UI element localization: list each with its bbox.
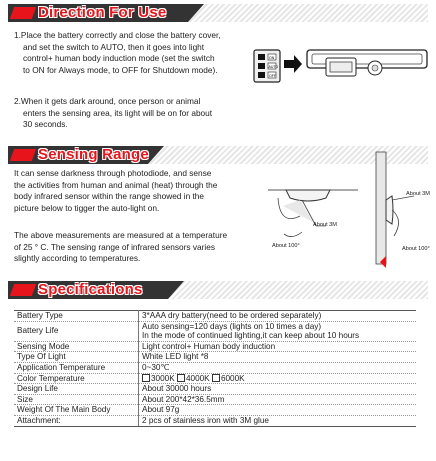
sensing-line: It can sense darkness through photodiode, and sense <box>14 168 212 178</box>
sensing-diagram-wall <box>358 150 434 270</box>
spec-value <box>139 373 417 384</box>
left-distance-label: About 3M <box>313 222 337 228</box>
left-angle-label: About 100° <box>272 243 300 249</box>
specs-title: Specifications <box>38 281 143 298</box>
checkbox-icon <box>212 374 220 382</box>
table-row <box>14 373 416 384</box>
sensing-line: picture below to tigger the auto-light on. <box>14 202 160 213</box>
spec-value: About 30000 hours <box>139 384 417 395</box>
spec-value: 0~30℃ <box>139 362 417 373</box>
arrow-right-icon <box>284 55 302 73</box>
spec-value: White LED light *8 <box>139 352 417 363</box>
spec-value: 2 pcs of stainless iron with 3M glue <box>139 415 417 426</box>
sensing-diagram-ceiling <box>268 186 358 266</box>
step1-line: and set the switch to AUTO, then it goes into light <box>23 41 205 52</box>
banner-marker-icon <box>10 284 36 296</box>
spec-key: Battery Life <box>14 321 139 341</box>
spec-key: Attachment: <box>14 415 139 426</box>
spec-key: Sensing Mode <box>14 341 139 352</box>
table-row <box>14 362 416 373</box>
checkbox-icon <box>177 374 185 382</box>
sensing-line: the activities from human and animal (heat) through the <box>14 179 218 190</box>
step2-line: 30 seconds. <box>23 119 68 129</box>
spec-value: About 200*42*36.5mm <box>139 394 417 405</box>
color-temp-option: 3000K <box>151 373 175 383</box>
spec-key: Battery Type <box>14 311 139 322</box>
sensing-paragraph-1 <box>14 168 274 214</box>
color-temp-option: 6000K <box>220 373 245 383</box>
table-row <box>14 384 416 395</box>
switch-label-on: ON <box>269 56 275 60</box>
checkbox-icon <box>142 374 150 382</box>
ceiling-light-icon <box>286 190 330 201</box>
switch-label-auto: AUTO <box>268 65 279 69</box>
spec-value: 3*AAA dry battery(need to be ordered separately) <box>139 311 417 322</box>
specifications-table <box>14 310 416 427</box>
spec-value: About 97g <box>139 405 417 416</box>
sensing-line: slightly according to temperatures. <box>14 253 141 263</box>
spec-key: Type Of Light <box>14 352 139 363</box>
step1-line: to ON for Always mode, to OFF for Shutdown mode). <box>23 64 218 75</box>
color-temp-option: 4000K <box>185 373 210 383</box>
step1-line: 1.Place the battery correctly and close the battery cover, <box>14 30 221 40</box>
specs-banner <box>8 281 428 299</box>
direction-banner <box>8 4 428 22</box>
table-row <box>14 321 416 341</box>
direction-step-2 <box>14 96 274 131</box>
sensing-line: of 25 ° C. The sensing range of infrared sensors varies <box>14 241 216 252</box>
switch-label-off: OFF <box>269 74 276 78</box>
spec-key: Size <box>14 394 139 405</box>
right-angle-label: About 100° <box>402 246 430 252</box>
spec-key: Weight Of The Main Body <box>14 405 139 416</box>
table-row <box>14 311 416 322</box>
direction-step-1 <box>14 30 264 76</box>
battery-switch-illustration <box>252 44 432 94</box>
step2-line: enters the sensing area, its light will be on for about <box>23 107 213 118</box>
wall-light-icon <box>386 196 393 224</box>
step2-line: 2.When it gets dark around, once person or animal <box>14 96 201 106</box>
table-row <box>14 352 416 363</box>
sensing-line: body infrared sensor within the range showed in the <box>14 191 205 201</box>
sensing-title: Sensing Range <box>38 146 149 163</box>
banner-marker-icon <box>10 149 36 161</box>
spec-key: Color Temperature <box>14 373 139 384</box>
spec-key: Design Life <box>14 384 139 395</box>
table-row <box>14 405 416 416</box>
step1-line: control+ human body induction mode (set the switch <box>23 53 215 63</box>
table-row <box>14 394 416 405</box>
sensing-paragraph-2 <box>14 230 279 265</box>
right-distance-label: About 3M <box>406 191 430 197</box>
table-row <box>14 415 416 426</box>
direction-title: Direction For Use <box>38 4 167 21</box>
spec-key: Application Temperature <box>14 362 139 373</box>
sensing-line: The above measurements are measured at a temperature <box>14 230 228 240</box>
spec-value <box>139 321 417 341</box>
spec-value-line: Auto sensing=120 days (lights on 10 times a day) <box>142 321 322 331</box>
spec-value: Light control+ Human body induction <box>139 341 417 352</box>
table-row <box>14 341 416 352</box>
banner-marker-icon <box>10 7 36 19</box>
spec-value-line: In the mode of continued lighting,it can keep about 10 hours <box>142 331 360 341</box>
